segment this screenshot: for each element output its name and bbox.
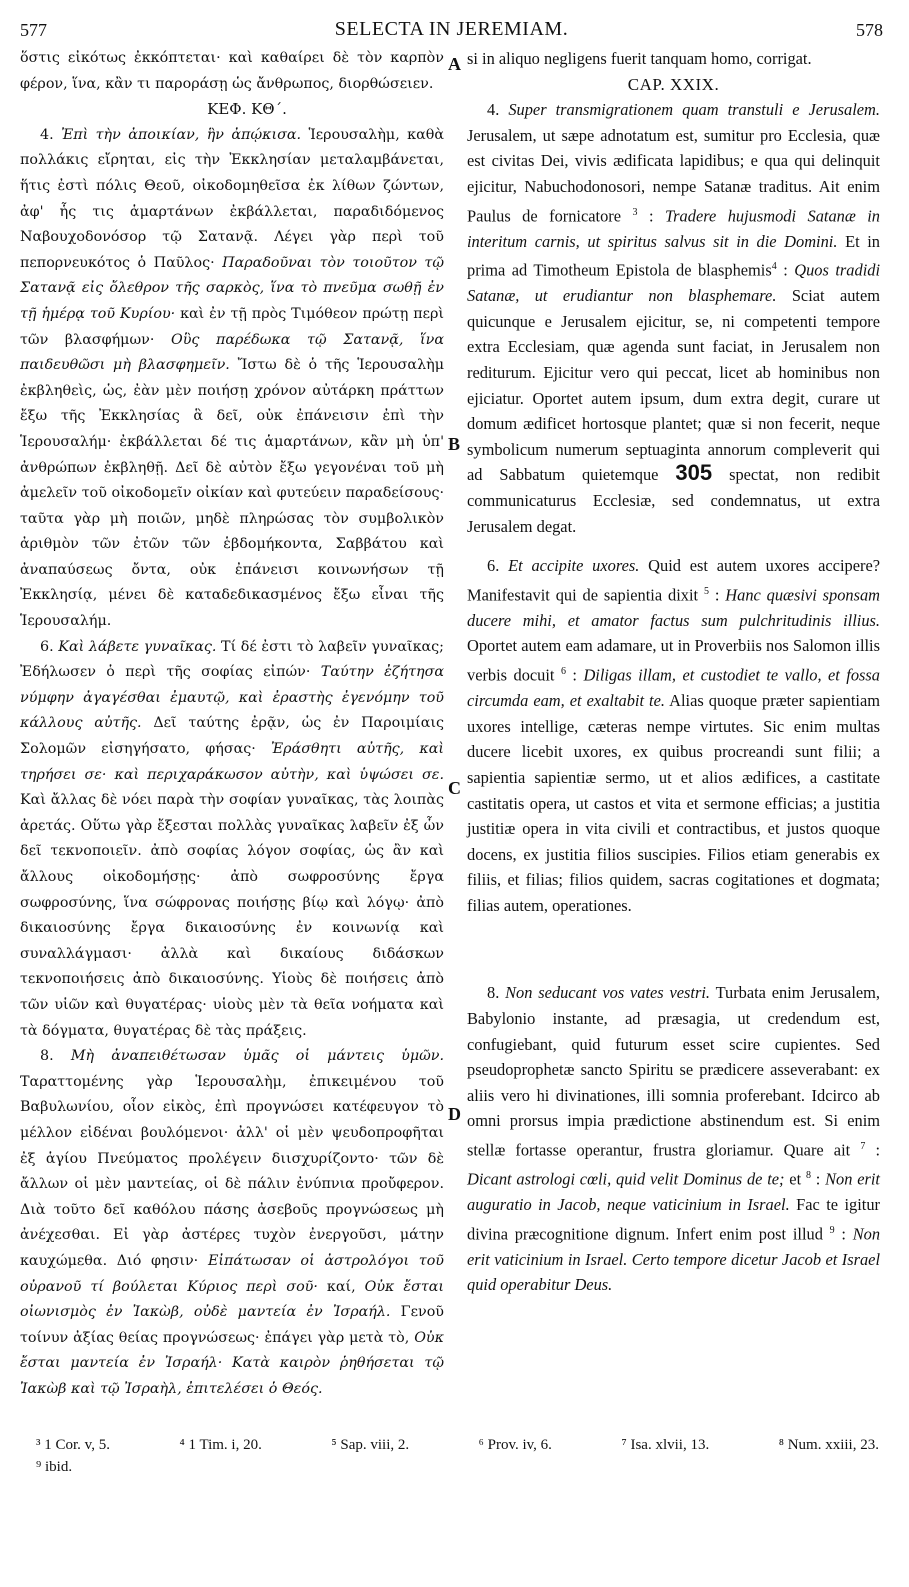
spacer <box>467 918 880 980</box>
latin-verse-4: 4. Super transmigrationem quam transtuli e Jerusalem. Jerusalem, ut sæpe adnotatum est, sumitur pro Ecclesia, quæ est civitas Dei, vivis ædificata lapidibus; e qua qui delinquit ejicitur, Nabuchodonosori, nempe Satanæ traditus. Ait enim Paulus de fornicatore $^3$ : Tradere hujusmodi Satanæ in interitum carnis, ut spiritus salvus sit in die Domini. Et in prima ad Timotheum Epistola de blasphemis$^4$ : Quos tradidi Satanæ, ut erudiantur non blasphemare. Sciat autem quicunque e Jerusalem ejicitur, se, ni competenti tempore extra Ecclesiam, quæ agenda sunt faciat, in Jerusalem non rediturum. Ejicitur vero qui peccat, licet ab hominibus non ejiciatur. Oportet autem ipsum, dum extra degit, curare ut domum ædificet hortosque plantet; quæ si non fecerit, neque symbolicum numerum septuaginta annorum compleverit qui ad Sabbatum quietemque 305 spectat, non redibit communicaturus Ecclesiæ, sed condemnatus, ut extra Jerusalem degat. <box>467 100 880 536</box>
footnote-8: ⁸ Num. xxiii, 23. <box>778 1437 879 1453</box>
greek-intro: ὅστις εἰκότως ἐκκόπτεται· καὶ καθαίρει δὲ τὸν καρπὸν φέρον, ἵνα, κἂν τι παροράσῃ ὡς ἄνθρωπος, διορθώσειεν. <box>20 50 444 92</box>
section-marker-a: A <box>448 54 461 74</box>
footnote-ref: 8 <box>805 1170 811 1182</box>
footnotes <box>20 1434 883 1478</box>
greek-verse-8: 8. Μὴ ἀναπειθέτωσαν ὑμᾶς οἱ μάντεις ὑμῶν. Ταραττομένης γὰρ Ἱερουσαλὴμ, ἐπικειμένου τοῦ Βαβυλωνίου, οἷον εἰκὸς, ἐπὶ προγνώσει κατέφευγον τὸ μέλλον εἰδέναι βουλόμενοι· ἀλλ' οἱ μὲν ψευδοπροφῆται ἐξ ἁγίου Πνεύματος προλέγειν διισχυρίζοντο· τῶν δὲ ἄλλων οἱ μὲν μαντείας, οἱ δὲ πάλιν ἐνύπνια προὔφερον. Διὰ τοῦτο δεῖ καθόλου πάσης ἀσεβοῦς προγνώσεως μὴ ἀνέχεσθαι. Εἰ γὰρ ἀστέρες τυχὸν ἐνεργοῦσι, μάτην καυχώμεθα. Διό φησιν· Εἰπάτωσαν οἱ ἀστρολόγοι τοῦ οὐρανοῦ τί βούλεται Κύριος περὶ σοῦ· καί, Οὐκ ἔσται οἰωνισμὸς ἐν Ἰακὼβ, οὐδὲ μαντεία ἐν Ἰσραήλ. Γενοῦ τοίνυν ἀξίας θείας προγνώσεως· ἐπάγει γὰρ μετὰ τὸ, Οὐκ ἔσται μαντεία ἐν Ἰσραήλ· Κατὰ καιρὸν ῥηθήσεται τῷ Ἰακὼβ καὶ τῷ Ἰσραὴλ, ἐπιτελέσει ὁ Θεός. <box>20 1048 445 1397</box>
section-marker-d: D <box>448 1104 461 1124</box>
footnote-ref: 6 <box>560 666 566 678</box>
greek-v4-lemma: Ἐπὶ τὴν ἀποικίαν, ἣν ἀπῴκισα. <box>61 126 302 143</box>
footnote-4: ⁴ 1 Tim. i, 20. <box>179 1437 262 1453</box>
running-header <box>20 14 883 44</box>
greek-column <box>20 46 444 1402</box>
footnote-5: ⁵ Sap. viii, 2. <box>331 1437 410 1453</box>
footnote-row <box>20 1456 883 1478</box>
footnote-ref: 5 <box>703 585 709 597</box>
greek-v8-lemma: Μὴ ἀναπειθέτωσαν ὑμᾶς οἱ μάντεις ὑμῶν. <box>70 1048 445 1065</box>
latin-v6-lemma: Et accipite uxores. <box>508 556 640 576</box>
footnote-ref: 9 <box>829 1224 835 1236</box>
latin-v8-lemma: Non seducant vos vates vestri. <box>505 983 711 1003</box>
page-number-right: 578 <box>856 20 883 40</box>
latin-intro: si in aliquo negligens fuerit tanquam homo, corrigat. <box>467 49 812 68</box>
page-number-left: 577 <box>20 20 47 40</box>
latin-v4-lemma: Super transmigrationem quam transtuli e Jerusalem. <box>508 100 880 120</box>
latin-verse-8: 8. Non seducant vos vates vestri. Turbata enim Jerusalem, Babylonio instante, ad præsagia, ut credendum est, confugiebant, quid futurum esset scire cupientes. Sed pseudoprophetæ sancto Spiritu se prædicere asseverabant: ex aliis vero hi divinationes, illi somnia proferebant. Idcirco ab omni prorsus impia prædictione abstinendum est. Si enim stellæ fortasse operantur, frustra gloriamur. Quare ait $^7$ : Dicant astrologi cœli, quid velit Dominus de te; et $^8$ : Non erit auguratio in Jacob, neque vaticinium in Israel. Fac te igitur divina præcognitione dignum. Infert enim post illud $^9$ : Non erit vaticinium in Israel. Certo tempore dicetur Jacob et Israel quid operabitur Deus. <box>467 983 881 1295</box>
footnote-9: ⁹ ibid. <box>36 1459 73 1475</box>
running-title: SELECTA IN JEREMIAM. <box>334 18 569 40</box>
greek-v6-lemma: Καὶ λάβετε γυναῖκας. <box>58 638 217 655</box>
footnote-ref: 7 <box>860 1141 866 1153</box>
latin-verse-6: 6. Et accipite uxores. Quid est autem uxores accipere? Manifestavit qui de sapientia dixit $^5$ : Hanc quæsivi sponsam ducere mihi, et amator factus sum pulchritudinis illius. Oportet autem eam adamare, ut in Proverbiis nos Salomon illis verbis docuit $^6$ : Diligas illam, et custodiet te vallo, et fossa circumda eam, et exaltabit te. Alias quoque præter sapientiam uxores intellige, cæteras nempe virtutes. Sic enim multas ducere licebit uxores, ex quibus procreandi sunt filii; a sapientia sapientiæ sermo, ut et alios ædifices, a castitate castitatis opera, ut castos et vita et sermone efficias; a justitia justitiæ opera in vita civili et contractibus, et justos quoque docens, ex justitia filios suscipies. Filios etiam generabis ex filiis, et filias; filios quidem, sacras cogitationes et dogmata; filias autem, operationes. <box>467 556 880 915</box>
footnote-6: ⁶ Prov. iv, 6. <box>478 1437 552 1453</box>
footnote-3: ³ 1 Cor. v, 5. <box>36 1437 110 1453</box>
footnote-7: ⁷ Isa. xlvii, 13. <box>621 1437 710 1453</box>
section-marker-b: B <box>448 434 461 454</box>
latin-chapter-heading: CAP. XXIX. <box>627 74 720 94</box>
greek-verse-4: 4. Ἐπὶ τὴν ἀποικίαν, ἣν ἀπῴκισα. Ἱερουσαλὴμ, καθὰ πολλάκις εἴρηται, εἰς τὴν Ἐκκλησίαν μεταλαμβάνεται, ἥτις ἐστὶ πόλις Θεοῦ, οἰκοδομηθεῖσα ἐκ λίθων ζώντων, ἀφ' ἧς τις ἁμαρτάνων ἐκβάλλεται, παραδιδόμενος Ναβουχοδονόσορ τῷ Σατανᾷ. Λέγει γὰρ περὶ τοῦ πεπορνευκότος ὁ Παῦλος· Παραδοῦναι τὸν τοιοῦτον τῷ Σατανᾷ εἰς ὄλεθρον τῆς σαρκὸς, ἵνα τὸ πνεῦμα σωθῇ ἐν τῇ ἡμέρᾳ τοῦ Κυρίου· καὶ ἐν τῇ πρὸς Τιμόθεον πρώτῃ περὶ τῶν βλασφήμων· Οὓς παρέδωκα τῷ Σατανᾷ, ἵνα παιδευθῶσι μὴ βλασφημεῖν. Ἴστω δὲ ὁ τῆς Ἱερουσαλὴμ ἐκβληθεὶς, ὡς, ἐὰν μὲν ποιήσῃ χρόνον αὐτάρκη πράττων ἔξω τῆς Ἐκκλησίας ἃ δεῖ, οὐκ ἐπάνεισιν ἐπὶ τὴν Ἱερουσαλήμ· ἐκβάλλεται δέ τις ἁμαρτάνων, κἂν μὴ ὑπ' ἀνθρώπων ἐκβληθῇ. Δεῖ δὲ αὐτὸν ἔξω γεγονέναι τοῦ μὴ ἀμελεῖν τοῦ οἰκοδομεῖν οἰκίαν καὶ φυτεύειν παραδείσους· ταῦτα γὰρ μὴ ποιῶν, μηδὲ πληρώσας τὸν συμβολικὸν ἀριθμὸν τῶν ἐτῶν τῶν ἑβδομήκοντα, Σαββάτου καὶ ἀναπαύσεως ὄντα, οὐκ ἐπάνεισι κοινωνήσων τῇ Ἐκκλησίᾳ, μένει δὲ καταδεδικασμένος ἔξω εἶναι τῆς Ἱερουσαλήμ. <box>20 126 445 630</box>
column-number: 305 <box>675 460 713 486</box>
greek-chapter-heading: ΚΕΦ. ΚΘ΄. <box>207 100 287 119</box>
greek-verse-6: 6. Καὶ λάβετε γυναῖκας. Τί δέ ἐστι τὸ λαβεῖν γυναῖκας; Ἐδήλωσεν ὁ περὶ τῆς σοφίας εἰπών· Ταύτην ἐζήτησα νύμφην ἀγαγέσθαι ἐμαυτῷ, καὶ ἐραστὴς ἐγενόμην τοῦ κάλλους αὐτῆς. Δεῖ ταύτης ἐρᾷν, ὡς ἐν Παροιμίαις Σολομῶν εἰσηγήσατο, φήσας· Ἐράσθητι αὐτῆς, καὶ τηρήσει σε· καὶ περιχαράκωσον αὐτὴν, καὶ ὑψώσει σε. Καὶ ἄλλας δὲ νόει παρὰ τὴν σοφίαν γυναῖκας, τὰς λοιπὰς ἀρετάς. Οὕτω γὰρ ἔξεσται πολλὰς γυναῖκας λαβεῖν ἐξ ὧν δεῖ τεκνοποιεῖν. ἀπὸ σοφίας λόγον σοφίας, ὡς ἂν καὶ ἄλλους οἰκοδομήσῃς· ἀπὸ σωφροσύνης ἔργα σωφροσύνης, ἵνα σώφρονας ποιήσῃς βίῳ καὶ λόγῳ· ἀπὸ δικαιοσύνης ἔργα δικαιοσύνης ἐν κοινωνίᾳ καὶ συναλλάγμασι· ἀλλὰ καὶ δικαίους διδάσκων τεκνοποιήσεις ἀπὸ δικαιοσύνης. Υἱοὺς δὲ ποιήσεις ἀπὸ τῶν υἱῶν καὶ θυγατέρας· υἱοὺς μὲν τὰ θεῖα νοήματα καὶ τὰ δόγματα, θυγατέρας δὲ τὰς πράξεις. <box>20 638 444 1039</box>
footnote-ref: 3 <box>632 206 638 218</box>
section-marker-c: C <box>448 778 461 798</box>
spacer <box>467 539 880 553</box>
footnote-row <box>20 1434 883 1456</box>
latin-column <box>467 46 880 1298</box>
footnote-ref: 4 <box>771 261 777 273</box>
